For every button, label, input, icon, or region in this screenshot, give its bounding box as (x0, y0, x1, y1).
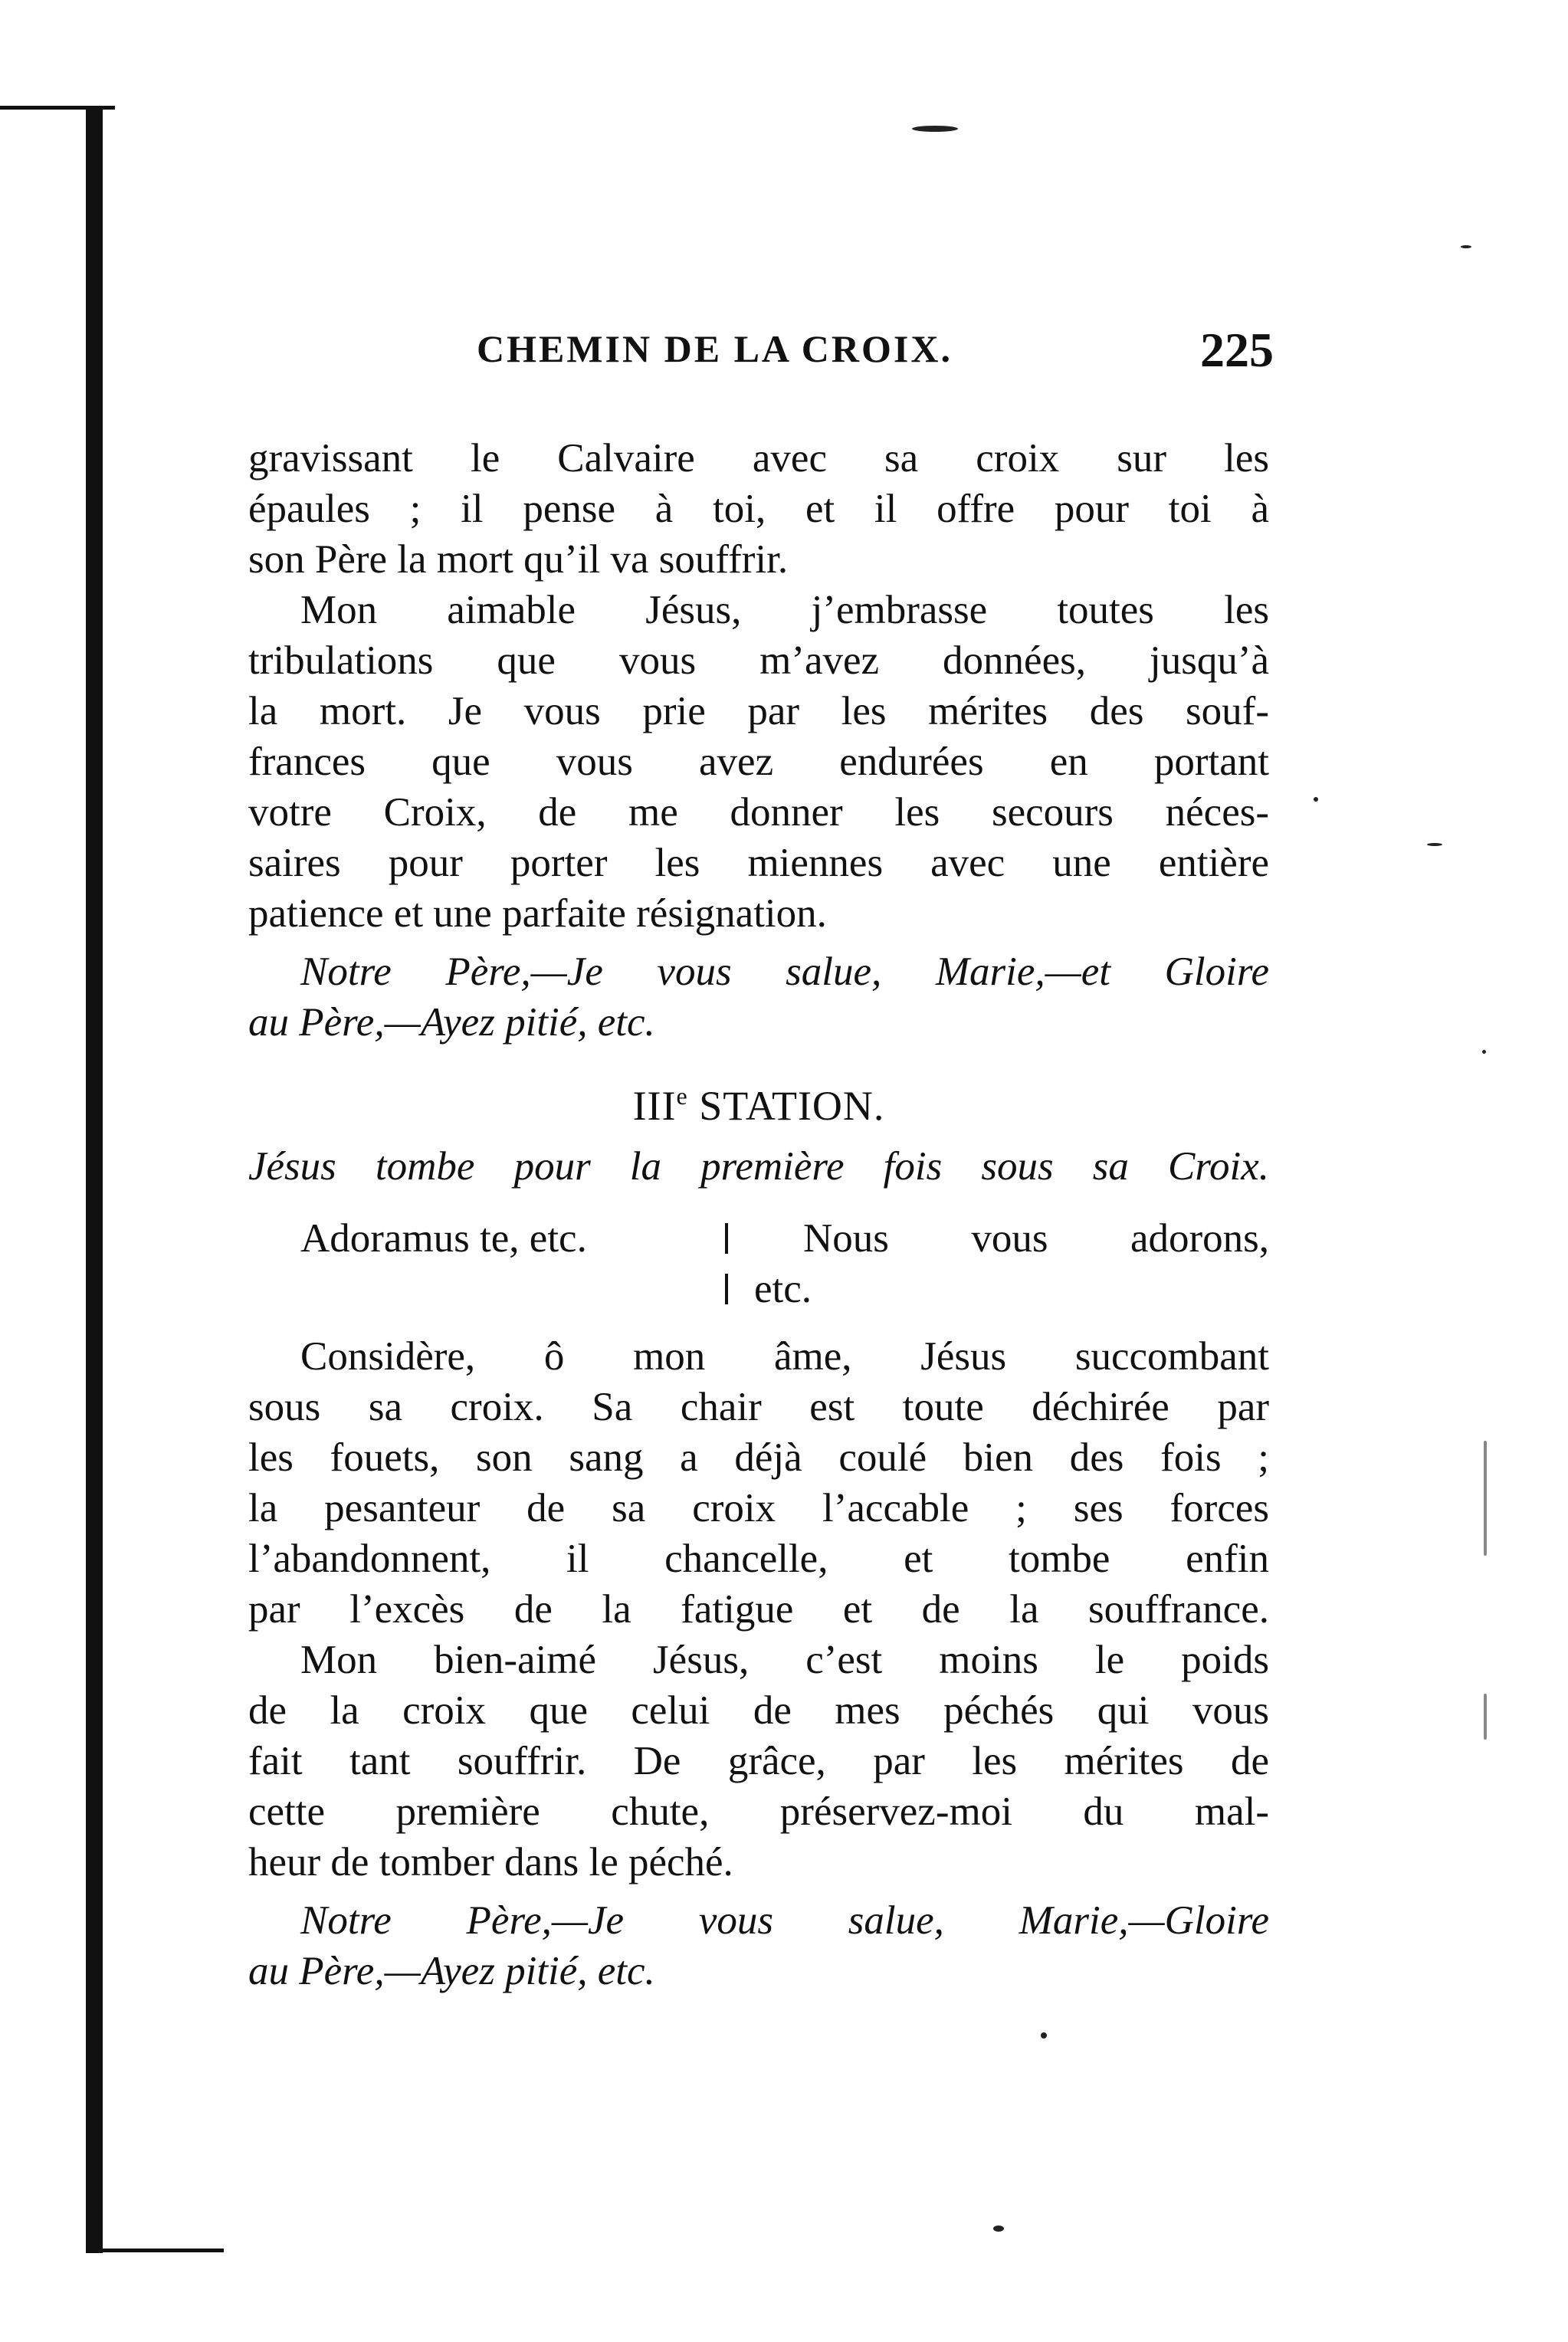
scan-binding-line (86, 107, 103, 2253)
scan-speck (1041, 2032, 1047, 2039)
text-line: votre Croix, de me donner les secours néces- (248, 790, 1269, 835)
text-line: gravissant le Calvaire avec sa croix sur les (248, 436, 1269, 481)
scan-speck (912, 126, 958, 132)
station-roman: III (632, 1083, 677, 1129)
text-line: l’abandonnent, il chancelle, et tombe enfin (248, 1537, 1269, 1581)
scan-speck (993, 2226, 1004, 2232)
text-line: saires pour porter les miennes avec une entière (248, 841, 1269, 885)
scan-edge-rule-bottom (86, 2249, 224, 2252)
scan-speck (1484, 1694, 1487, 1740)
text-line: heur de tomber dans le péché. (248, 1840, 733, 1884)
responsory-divider (725, 1274, 728, 1304)
text-line: Mon bien-aimé Jésus, c’est moins le poids (300, 1638, 1269, 1682)
text-line: les fouets, son sang a déjà coulé bien des fois ; (248, 1435, 1269, 1480)
text-line: épaules ; il pense à toi, et il offre pour toi à (248, 487, 1269, 531)
running-head (477, 322, 1274, 383)
running-title: CHEMIN DE LA CROIX. (477, 327, 953, 370)
scan-speck (1427, 843, 1442, 846)
text-line: cette première chute, préservez-moi du mal- (248, 1789, 1269, 1834)
text-line: la mort. Je vous prie par les mérites des souf- (248, 689, 1269, 733)
text-line: de la croix que celui de mes péchés qui vous (248, 1688, 1269, 1733)
text-line: patience et une parfaite résignation. (248, 891, 827, 936)
text-line: par l’excès de la fatigue et de la souffrance. (248, 1587, 1269, 1632)
responsory-french-cont: etc. (754, 1267, 812, 1311)
text-line: fait tant souffrir. De grâce, par les mérites de (248, 1739, 1269, 1783)
prayer-line: au Père,—Ayez pitié, etc. (248, 1949, 655, 1993)
scan-speck (1484, 1441, 1487, 1556)
prayer-line: au Père,—Ayez pitié, etc. (248, 1000, 655, 1045)
scan-speck (1461, 245, 1471, 248)
prayer-line: Notre Père,—Je vous salue, Marie,—Gloire (300, 1898, 1269, 1943)
station-sup: e (676, 1082, 688, 1110)
page-number: 225 (1200, 323, 1274, 377)
text-line: Considère, ô mon âme, Jésus succombant (300, 1334, 1269, 1379)
responsory-french: Nous vous adorons, (803, 1216, 1269, 1261)
scan-speck (1314, 797, 1318, 802)
text-line: Mon aimable Jésus, j’embrasse toutes les (300, 588, 1269, 632)
text-line: la pesanteur de sa croix l’accable ; ses forces (248, 1486, 1269, 1530)
text-line: sous sa croix. Sa chair est toute déchirée par (248, 1385, 1269, 1429)
responsory-latin: Adoramus te, etc. (300, 1216, 587, 1261)
station-label: STATION. (699, 1083, 885, 1129)
responsory-divider (725, 1223, 728, 1254)
station-title (248, 1071, 1269, 1130)
text-line: son Père la mort qu’il va souffrir. (248, 537, 789, 582)
scan-speck (1482, 1050, 1486, 1054)
prayer-line: Notre Père,—Je vous salue, Marie,—et Gloire (300, 950, 1269, 994)
text-line: frances que vous avez endurées en portant (248, 740, 1269, 784)
station-subtitle: Jésus tombe pour la première fois sous sa Croix. (248, 1144, 1269, 1189)
text-line: tribulations que vous m’avez données, jusqu’à (248, 638, 1269, 683)
